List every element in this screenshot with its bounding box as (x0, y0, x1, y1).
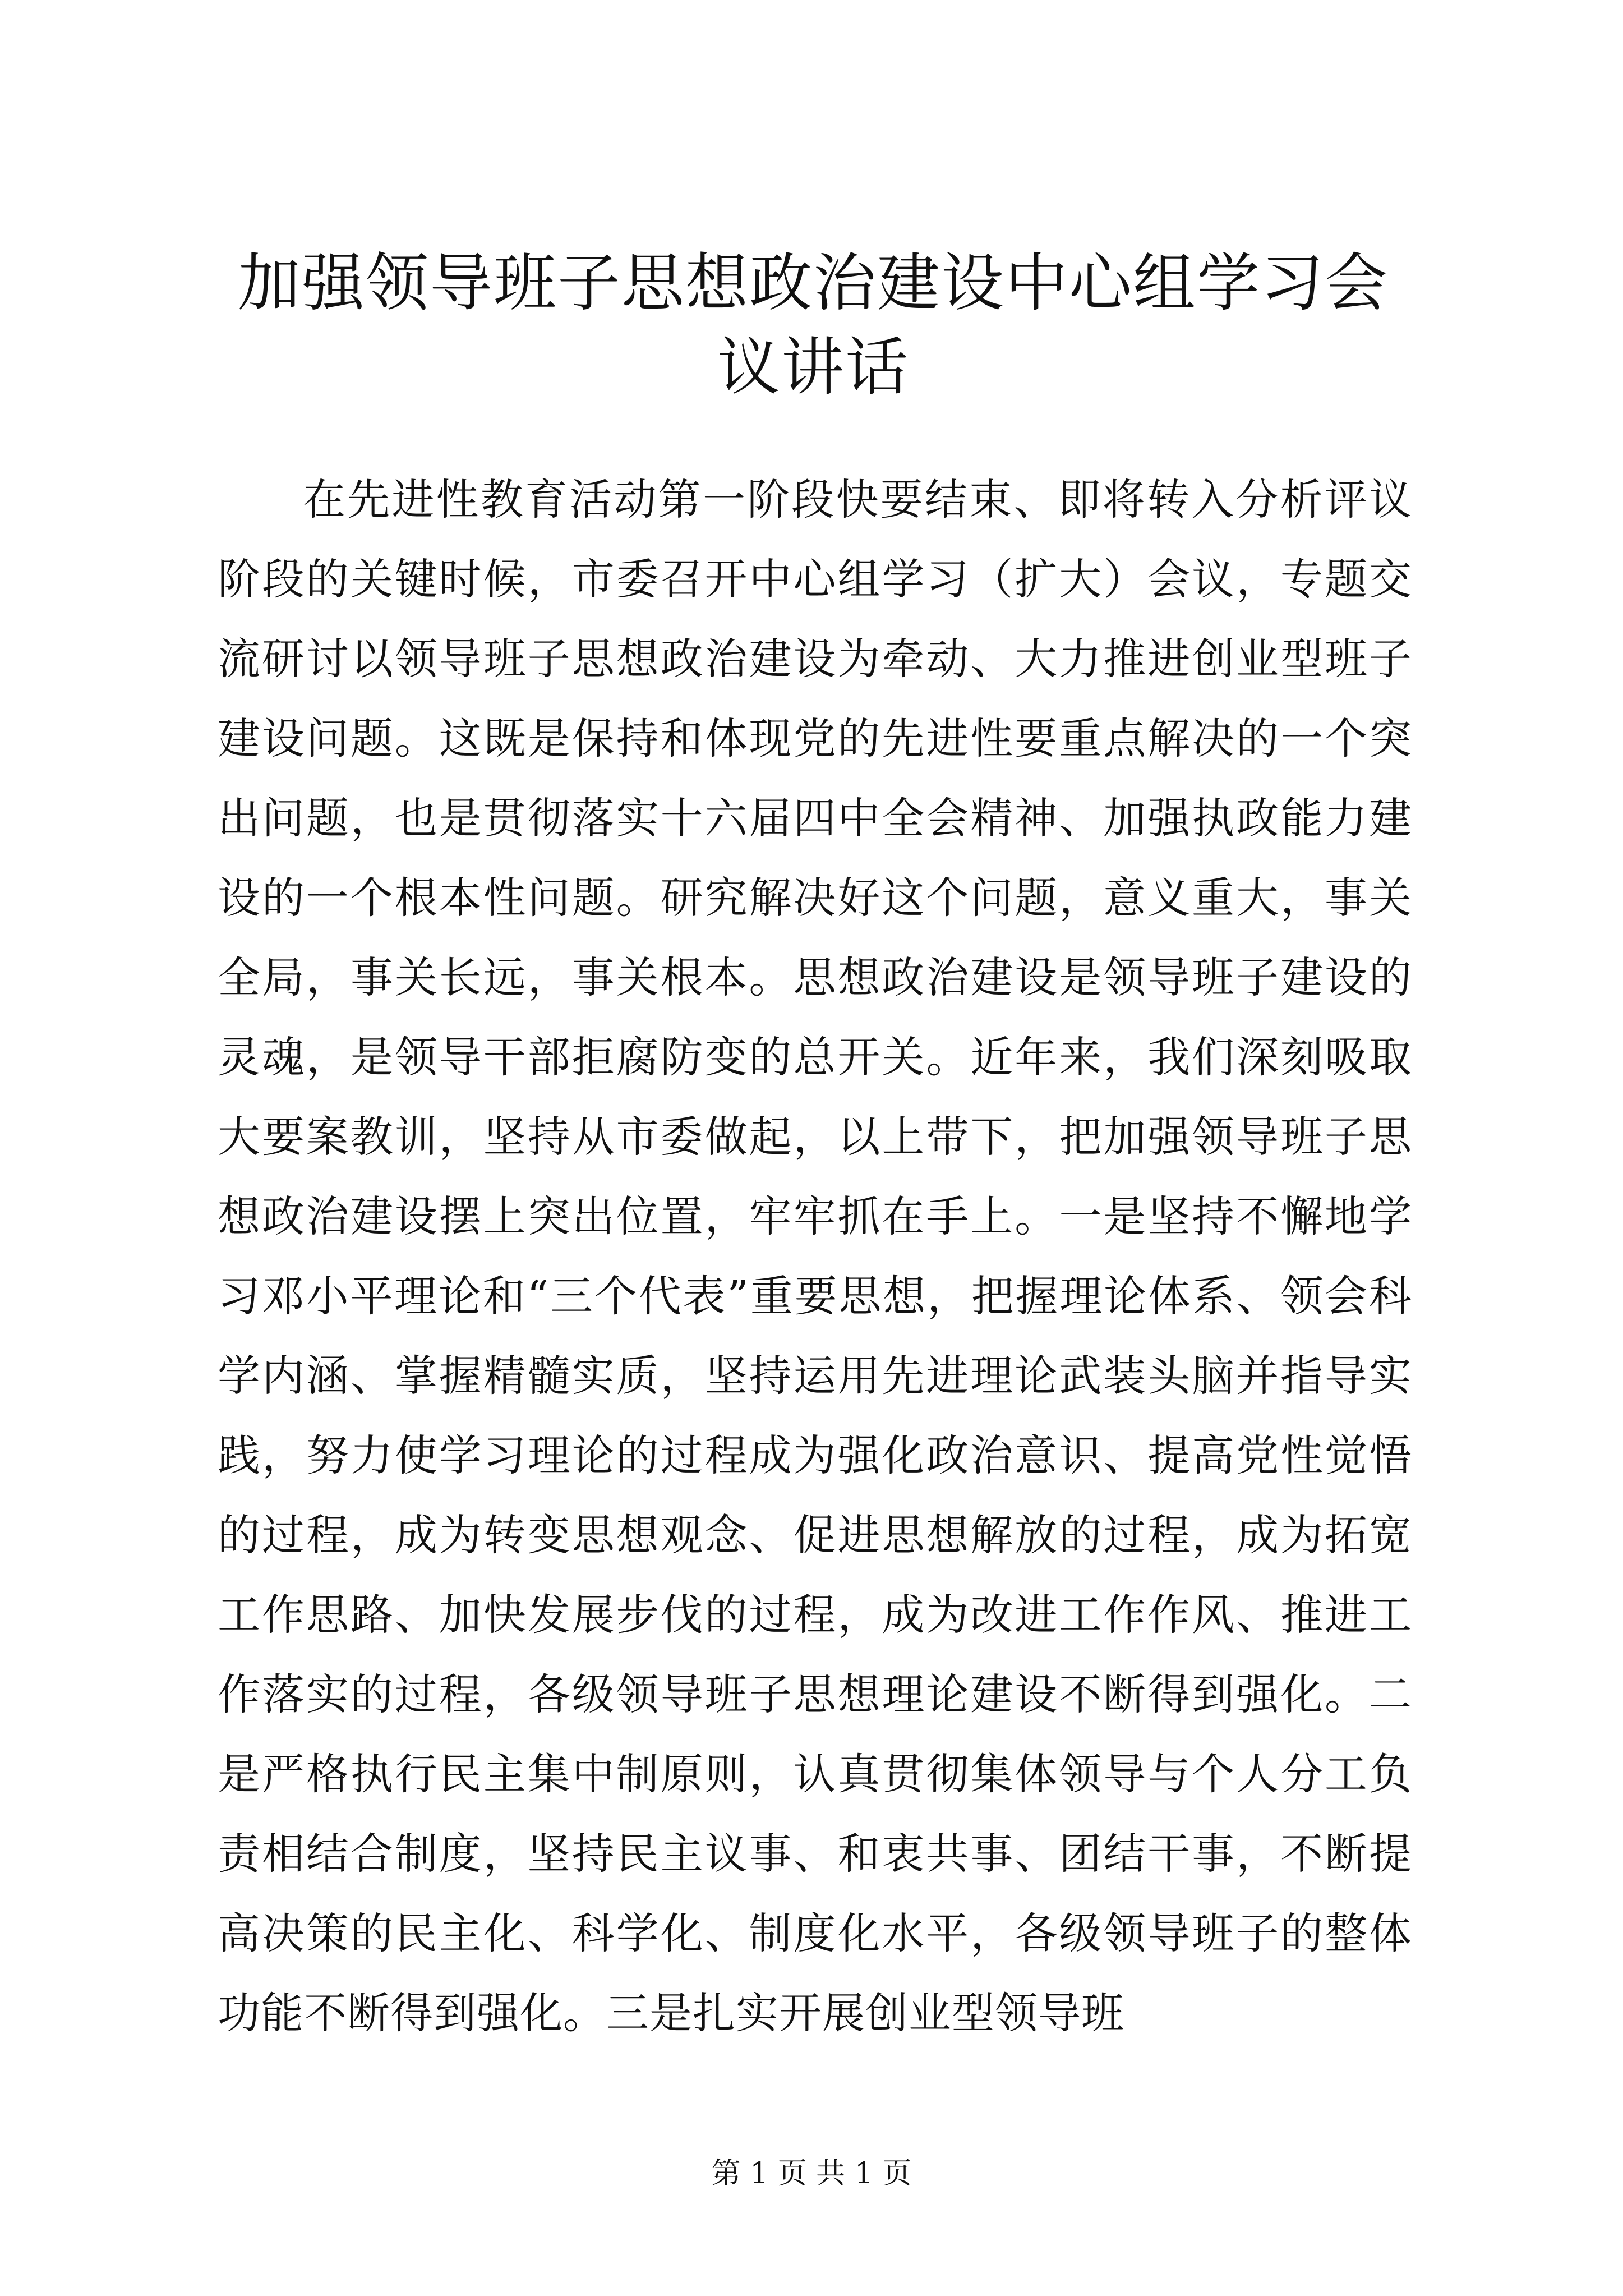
page-footer: 第 1 页 共 1 页 (711, 2157, 912, 2191)
document-title: 加强领导班子思想政治建设中心组学习会议讲话 (238, 247, 1389, 404)
body-paragraph: 在先进性教育活动第一阶段快要结束、即将转入分析评议阶段的关键时候，市委召开中心组学习（扩大）会议，专题交流研讨以领导班子思想政治建设为牵动、大力推进创业型班子建设问题。这既是保持和体现党的先进性要重点解决的一个突出问题，也是贯彻落实十六届四中全会精神、加强执政能力建设的一个根本性问题。研究解决好这个问题，意义重大，事关全局，事关长远，事关根本。思想政治建设是领导班子建设的灵魂，是领导干部拒腐防变的总开关。近年来，我们深刻吸取大要案教训，坚持从市委做起，以上带下，把加强领导班子思想政治建设摆上突出位置，牢牢抓在手上。一是坚持不懈地学习邓小平理论和“三个代表”重要思想，把握理论体系、领会科学内涵、掌握精髓实质，坚持运用先进理论武装头脑并指导实践，努力使学习理论的过程成为强化政治意识、提高党性觉悟的过程，成为转变思想观念、促进思想解放的过程，成为拓宽工作思路、加快发展步伐的过程，成为改进工作作风、推进工作落实的过程，各级领导班子思想理论建设不断得到强化。二是严格执行民主集中制原则，认真贯彻集体领导与个人分工负责相结合制度，坚持民主议事、和衷共事、团结干事，不断提高决策的民主化、科学化、制度化水平，各级领导班子的整体功能不断得到强化。三是扎实开展创业型领导班 (218, 475, 1412, 2038)
